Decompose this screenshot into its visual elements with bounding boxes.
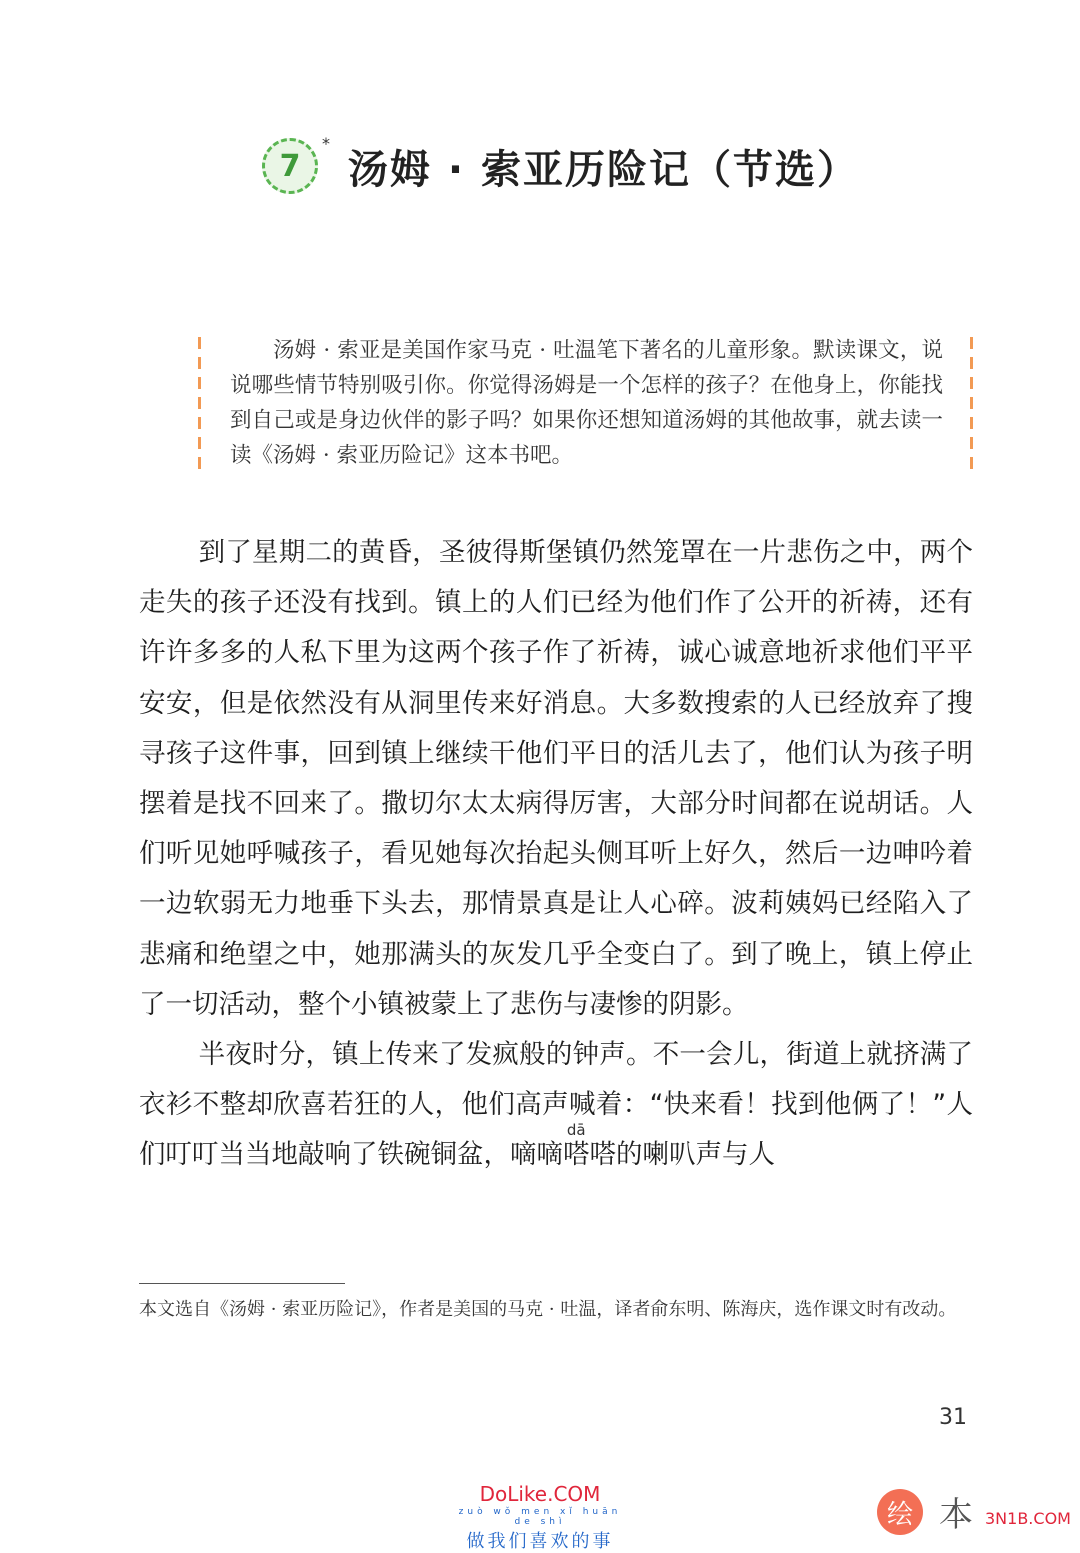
corner-watermark-logo (877, 1487, 1077, 1537)
self-study-star-icon: * (322, 134, 330, 153)
lesson-heading (262, 126, 859, 206)
reading-guide-box (198, 333, 973, 473)
guide-right-border (970, 337, 973, 471)
reading-guide-text: 汤姆 · 索亚是美国作家马克 · 吐温笔下著名的儿童形象。默读课文，说说哪些情节特别吸引你。你觉得汤姆是一个怎样的孩子？在他身上，你能找到自己或是身边伙伴的影子吗？如果你还想知道汤姆的其他故事，就去读一读《汤姆 · 索亚历险记》这本书吧。 (230, 338, 943, 468)
dolike-watermark (455, 1482, 625, 1553)
pinyin-annotation (563, 1121, 590, 1171)
footnote: 本文选自《汤姆 · 索亚历险记》，作者是美国的马克 · 吐温，译者俞东明、陈海庆，选作课文时有改动。 (139, 1299, 957, 1320)
watermark-pinyin: zuò wǒ men xǐ huān de shì (458, 1507, 622, 1527)
story-body (139, 528, 973, 1181)
lesson-number-badge: 7 (262, 138, 318, 194)
lesson-title: 汤姆 · 索亚历险记（节选） (348, 146, 860, 193)
paragraph-2-tail: 嗒的喇叭声与人 (589, 1139, 775, 1171)
paragraph-2-text: 半夜时分，镇上传来了发疯般的钟声。不一会儿，街道上就挤满了衣衫不整却欣喜若狂的人，他们高声喊着：“快来看！找到他俩了！”人们叮叮当当地敲响了铁碗铜盆，嘀嘀 (139, 1039, 973, 1171)
logo-circle-icon: 绘 (877, 1489, 923, 1535)
story-paragraph-2 (139, 1030, 973, 1181)
logo-site-code: 3N1B.COM (985, 1509, 1071, 1528)
logo-ben-char: 本 (939, 1495, 973, 1535)
page-number: 31 (939, 1405, 967, 1430)
watermark-slogan: 做我们喜欢的事 (466, 1531, 614, 1552)
annotated-char: 嗒 (563, 1139, 590, 1171)
story-paragraph-1: 到了星期二的黄昏，圣彼得斯堡镇仍然笼罩在一片悲伤之中，两个走失的孩子还没有找到。镇上的人们已经为他们作了公开的祈祷，还有许许多多的人私下里为这两个孩子作了祈祷，诚心诚意地祈求他们平平安安，但是依然没有从洞里传来好消息。大多数搜索的人已经放弃了搜寻孩子这件事，回到镇上继续干他们平日的活儿去了，他们认为孩子明摆着是找不回来了。撒切尔太太病得厉害，大部分时间都在说胡话。人们听见她呼喊孩子，看见她每次抬起头侧耳听上好久，然后一边呻吟着一边软弱无力地垂下头去，那情景真是让人心碎。波莉姨妈已经陷入了悲痛和绝望之中，她那满头的灰发几乎全变白了。到了晚上，镇上停止了一切活动，整个小镇被蒙上了悲伤与凄惨的阴影。 (139, 537, 973, 1020)
guide-left-border (198, 337, 201, 471)
watermark-site: DoLike.COM (479, 1482, 601, 1506)
footnote-divider (139, 1283, 345, 1284)
pinyin-da: dā (563, 1121, 590, 1140)
